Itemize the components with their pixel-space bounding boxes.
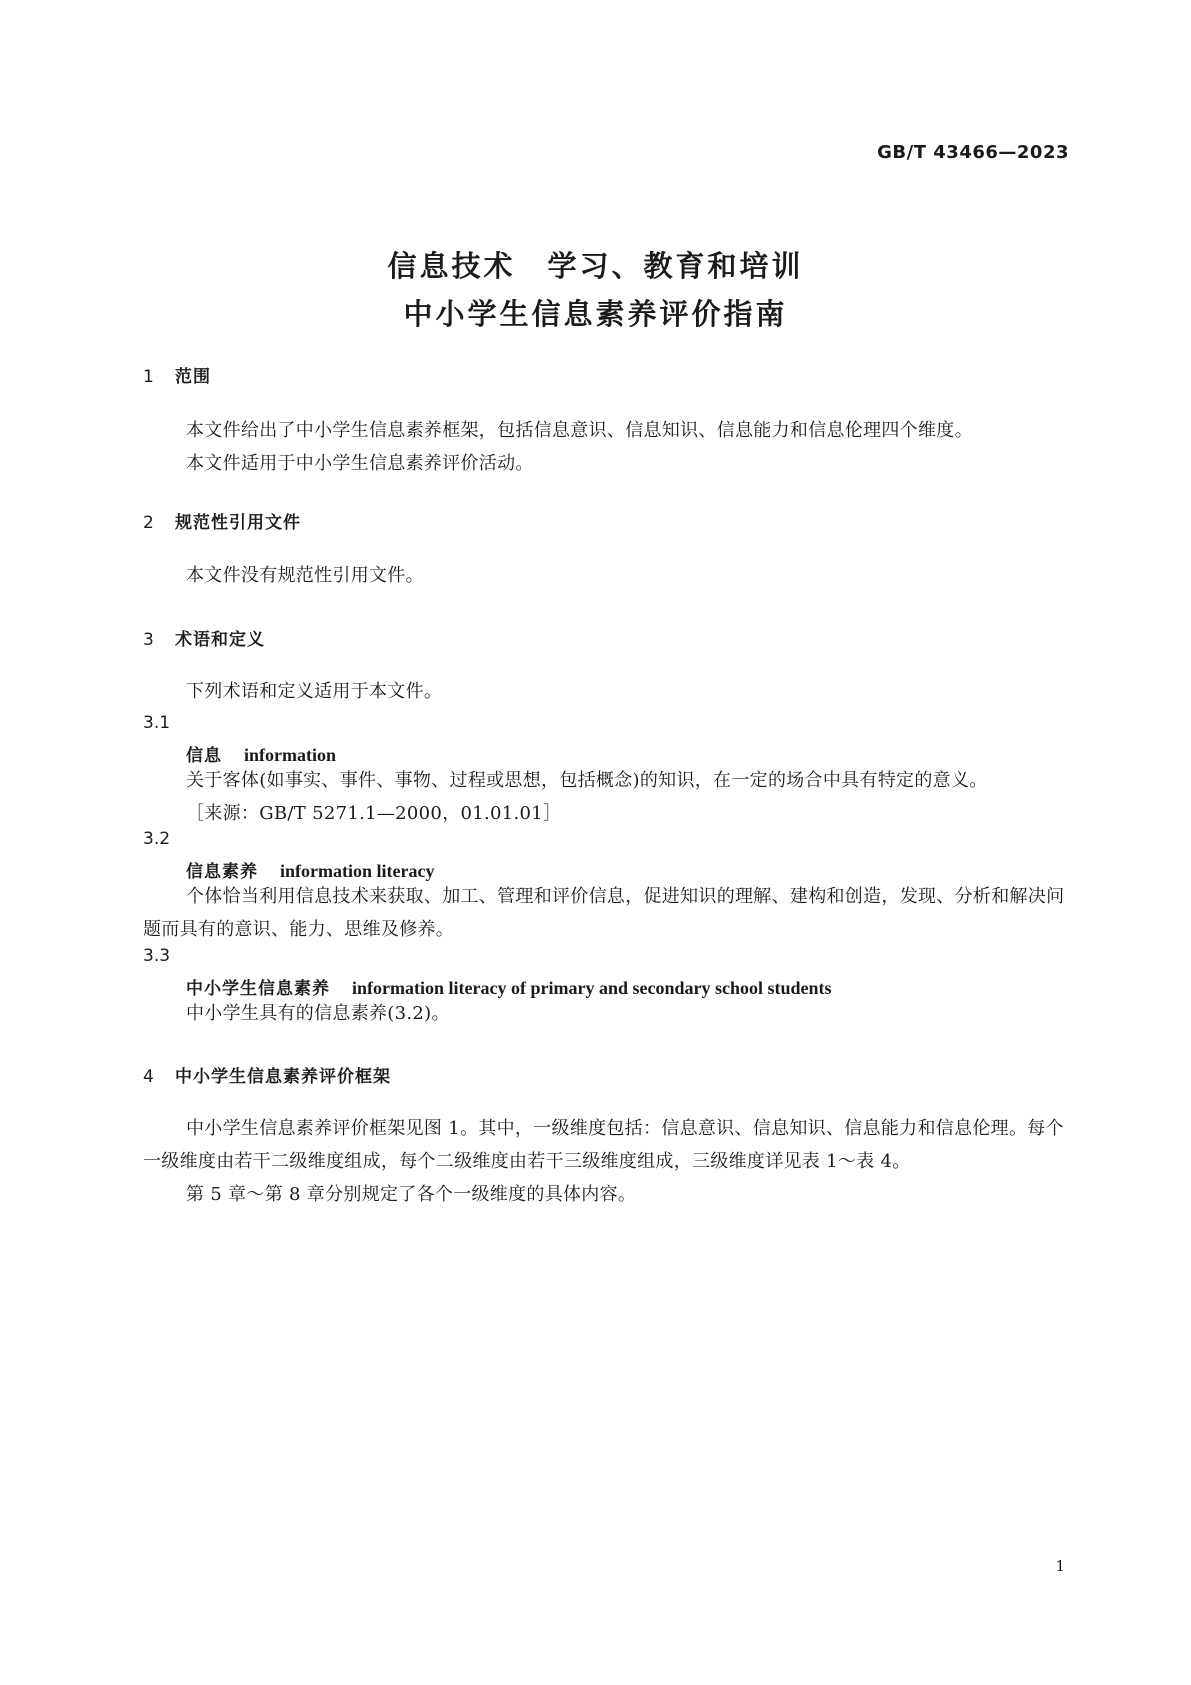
document-title-line-2: 中小学生信息素养评价指南: [403, 297, 788, 331]
section-2-title: 规范性引用文件: [175, 513, 301, 533]
section-3-intro: 下列术语和定义适用于本文件。: [186, 681, 443, 702]
term-3-1-heading: [186, 741, 336, 766]
term-3-1-definition: 关于客体(如事实、事件、事物、过程或思想，包括概念)的知识，在一定的场合中具有特定的意义。: [186, 770, 988, 791]
section-1-heading: [143, 362, 211, 387]
section-4-heading: [143, 1062, 391, 1087]
section-3-title: 术语和定义: [175, 630, 265, 650]
term-3-2-definition: 个体恰当利用信息技术来获取、加工、管理和评价信息，促进知识的理解、建构和创造，发现、分析和解决问题而具有的意识、能力、思维及修养。: [143, 886, 1065, 940]
section-3-number: 3: [143, 630, 155, 650]
term-3-3-en: information literacy of primary and secondary school students: [352, 978, 832, 998]
document-title-line-1: 信息技术 学习、教育和培训: [387, 249, 804, 283]
section-1-number: 1: [143, 367, 155, 387]
section-4-paragraph-1: 中小学生信息素养评价框架见图 1。其中，一级维度包括：信息意识、信息知识、信息能力和信息伦理。每个一级维度由若干二级维度组成，每个二级维度由若干三级维度组成，三级维度详见表 1～表 4。: [143, 1118, 1064, 1172]
section-2-number: 2: [143, 513, 155, 533]
standard-number: GB/T 43466—2023: [877, 142, 1069, 163]
section-4-number: 4: [143, 1067, 155, 1087]
term-3-2-number: 3.2: [143, 829, 171, 849]
term-3-3-definition: 中小学生具有的信息素养(3.2)。: [186, 1003, 450, 1024]
term-3-2-heading: [186, 857, 434, 882]
term-3-2-zh: 信息素养: [186, 862, 258, 882]
term-3-1-source: ［来源：GB/T 5271.1—2000，01.01.01］: [186, 803, 562, 824]
term-3-1-zh: 信息: [186, 746, 222, 766]
section-4-title: 中小学生信息素养评价框架: [175, 1067, 391, 1087]
section-1-paragraph-1: 本文件给出了中小学生信息素养框架，包括信息意识、信息知识、信息能力和信息伦理四个维度。: [186, 420, 973, 441]
term-3-1-number: 3.1: [143, 713, 171, 733]
section-2-paragraph-1: 本文件没有规范性引用文件。: [186, 565, 424, 586]
section-2-heading: [143, 508, 301, 533]
term-3-3-number: 3.3: [143, 946, 171, 966]
section-1-paragraph-2: 本文件适用于中小学生信息素养评价活动。: [186, 453, 534, 474]
term-3-2-en: information literacy: [280, 861, 435, 881]
section-4-paragraph-2: 第 5 章～第 8 章分别规定了各个一级维度的具体内容。: [186, 1184, 637, 1205]
section-3-heading: [143, 625, 265, 650]
term-3-1-en: information: [244, 745, 336, 765]
section-1-title: 范围: [175, 367, 211, 387]
term-3-3-zh: 中小学生信息素养: [186, 979, 330, 999]
term-3-3-heading: [186, 974, 831, 999]
page-number: 1: [1055, 1557, 1065, 1575]
